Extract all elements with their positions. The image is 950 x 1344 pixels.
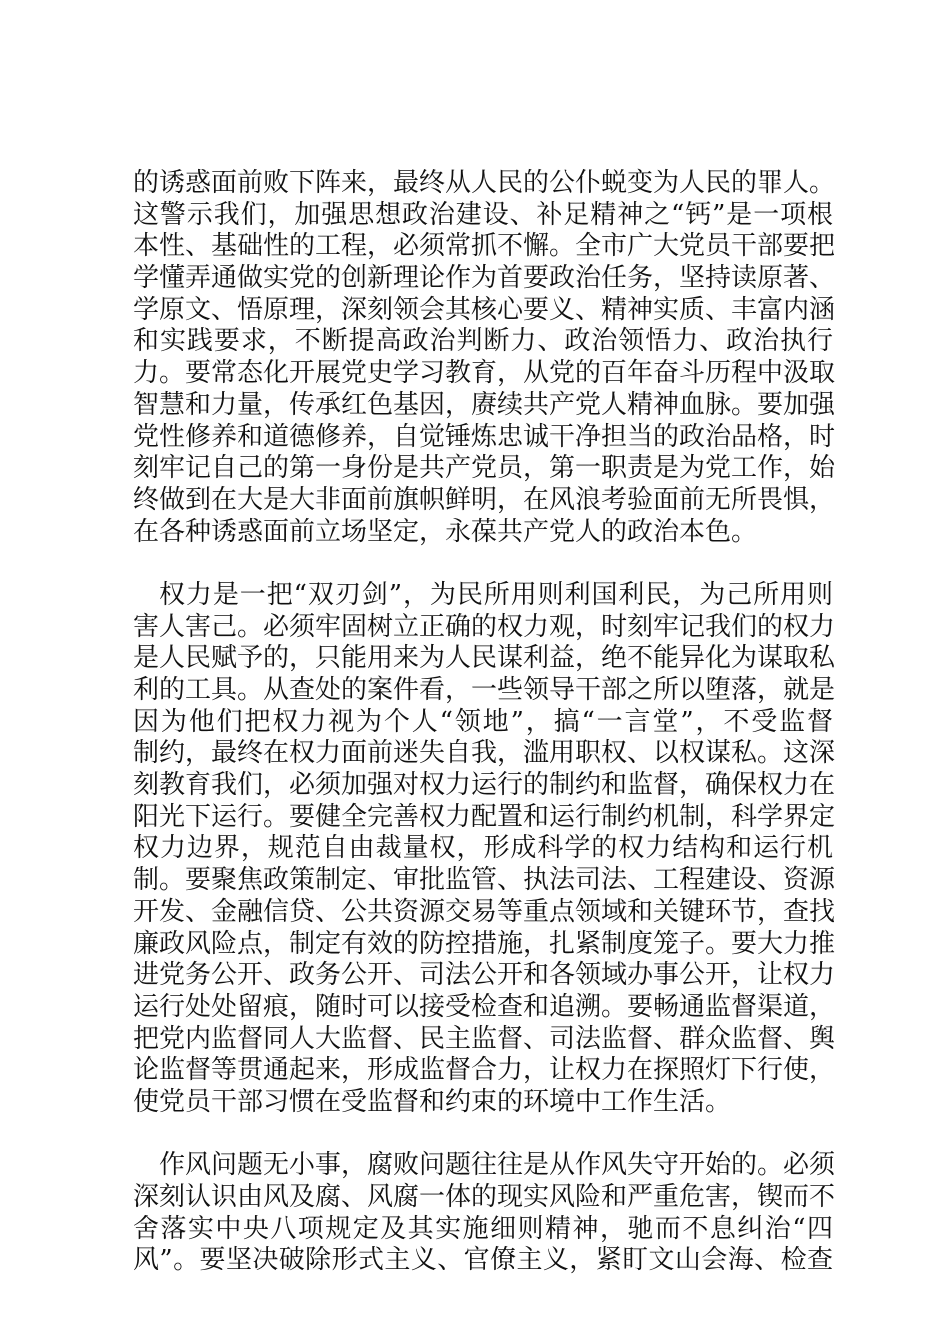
text-line: 论监督等贯通起来，形成监督合力，让权力在探照灯下行使， xyxy=(133,1055,836,1086)
text-line: 阳光下运行。要健全完善权力配置和运行制约机制，科学界定 xyxy=(133,801,836,832)
text-line: 廉政风险点，制定有效的防控措施，扎紧制度笼子。要大力推 xyxy=(133,928,836,959)
document-body xyxy=(133,168,836,1277)
text-line: 和实践要求，不断提高政治判断力、政治领悟力、政治执行 xyxy=(133,326,833,357)
text-line: 制约，最终在权力面前迷失自我，滥用职权、以权谋私。这深 xyxy=(133,738,836,769)
text-line: 舍落实中央八项规定及其实施细则精神，驰而不息纠治“四 xyxy=(133,1213,833,1244)
text-line: 运行处处留痕，随时可以接受检查和追溯。要畅通监督渠道， xyxy=(133,991,836,1022)
text-line: 学原文、悟原理，深刻领会其核心要义、精神实质、丰富内涵 xyxy=(133,294,836,325)
text-line: 党性修养和道德修养，自觉锤炼忠诚干净担当的政治品格，时 xyxy=(133,421,836,452)
text-line: 作风问题无小事，腐败问题往往是从作风失守开始的。必须 xyxy=(159,1150,836,1181)
text-line: 权力边界，规范自由裁量权，形成科学的权力结构和运行机 xyxy=(133,833,833,864)
text-line: 终做到在大是大非面前旗帜鲜明，在风浪考验面前无所畏惧， xyxy=(133,484,836,515)
text-line: 使党员干部习惯在受监督和约束的环境中工作生活。 xyxy=(133,1086,732,1117)
text-line: 刻教育我们，必须加强对权力运行的制约和监督，确保权力在 xyxy=(133,770,836,801)
text-line: 把党内监督同人大监督、民主监督、司法监督、群众监督、舆 xyxy=(133,1023,836,1054)
paragraph-1 xyxy=(133,168,836,548)
paragraph-3 xyxy=(133,1150,836,1277)
text-line: 权力是一把“双刃剑”，为民所用则利国利民，为己所用则 xyxy=(159,579,833,610)
paragraph-2 xyxy=(133,579,836,1119)
text-line: 力。要常态化开展党史学习教育，从党的百年奋斗历程中汲取 xyxy=(133,358,836,389)
text-line: 制。要聚焦政策制定、审批监管、执法司法、工程建设、资源 xyxy=(133,865,836,896)
text-line: 的诱惑面前败下阵来，最终从人民的公仆蜕变为人民的罪人。 xyxy=(133,168,836,198)
text-line: 在各种诱惑面前立场坚定，永葆共产党人的政治本色。 xyxy=(133,516,758,547)
text-line: 因为他们把权力视为个人“领地”，搞“一言堂”，不受监督 xyxy=(133,706,833,737)
text-line: 害人害己。必须牢固树立正确的权力观，时刻牢记我们的权力 xyxy=(133,611,836,642)
text-line: 深刻认识由风及腐、风腐一体的现实风险和严重危害，锲而不 xyxy=(133,1182,836,1212)
text-line: 进党务公开、政务公开、司法公开和各领域办事公开，让权力 xyxy=(133,960,836,991)
paragraph-spacer xyxy=(133,548,833,580)
text-line: 刻牢记自己的第一身份是共产党员，第一职责是为党工作，始 xyxy=(133,453,836,484)
paragraph-spacer xyxy=(133,1119,833,1151)
text-line: 利的工具。从查处的案件看，一些领导干部之所以堕落，就是 xyxy=(133,675,836,705)
text-line: 风”。要坚决破除形式主义、官僚主义，紧盯文山会海、检查 xyxy=(133,1245,833,1276)
text-line: 智慧和力量，传承红色基因，赓续共产党人精神血脉。要加强 xyxy=(133,389,836,420)
text-line: 本性、基础性的工程，必须常抓不懈。全市广大党员干部要把 xyxy=(133,231,836,262)
text-line: 开发、金融信贷、公共资源交易等重点领域和关键环节，查找 xyxy=(133,896,836,927)
text-line: 这警示我们，加强思想政治建设、补足精神之“钙”是一项根 xyxy=(133,199,833,230)
text-line: 学懂弄通做实党的创新理论作为首要政治任务，坚持读原著、 xyxy=(133,263,836,294)
text-line: 是人民赋予的，只能用来为人民谋利益，绝不能异化为谋取私 xyxy=(133,643,836,674)
